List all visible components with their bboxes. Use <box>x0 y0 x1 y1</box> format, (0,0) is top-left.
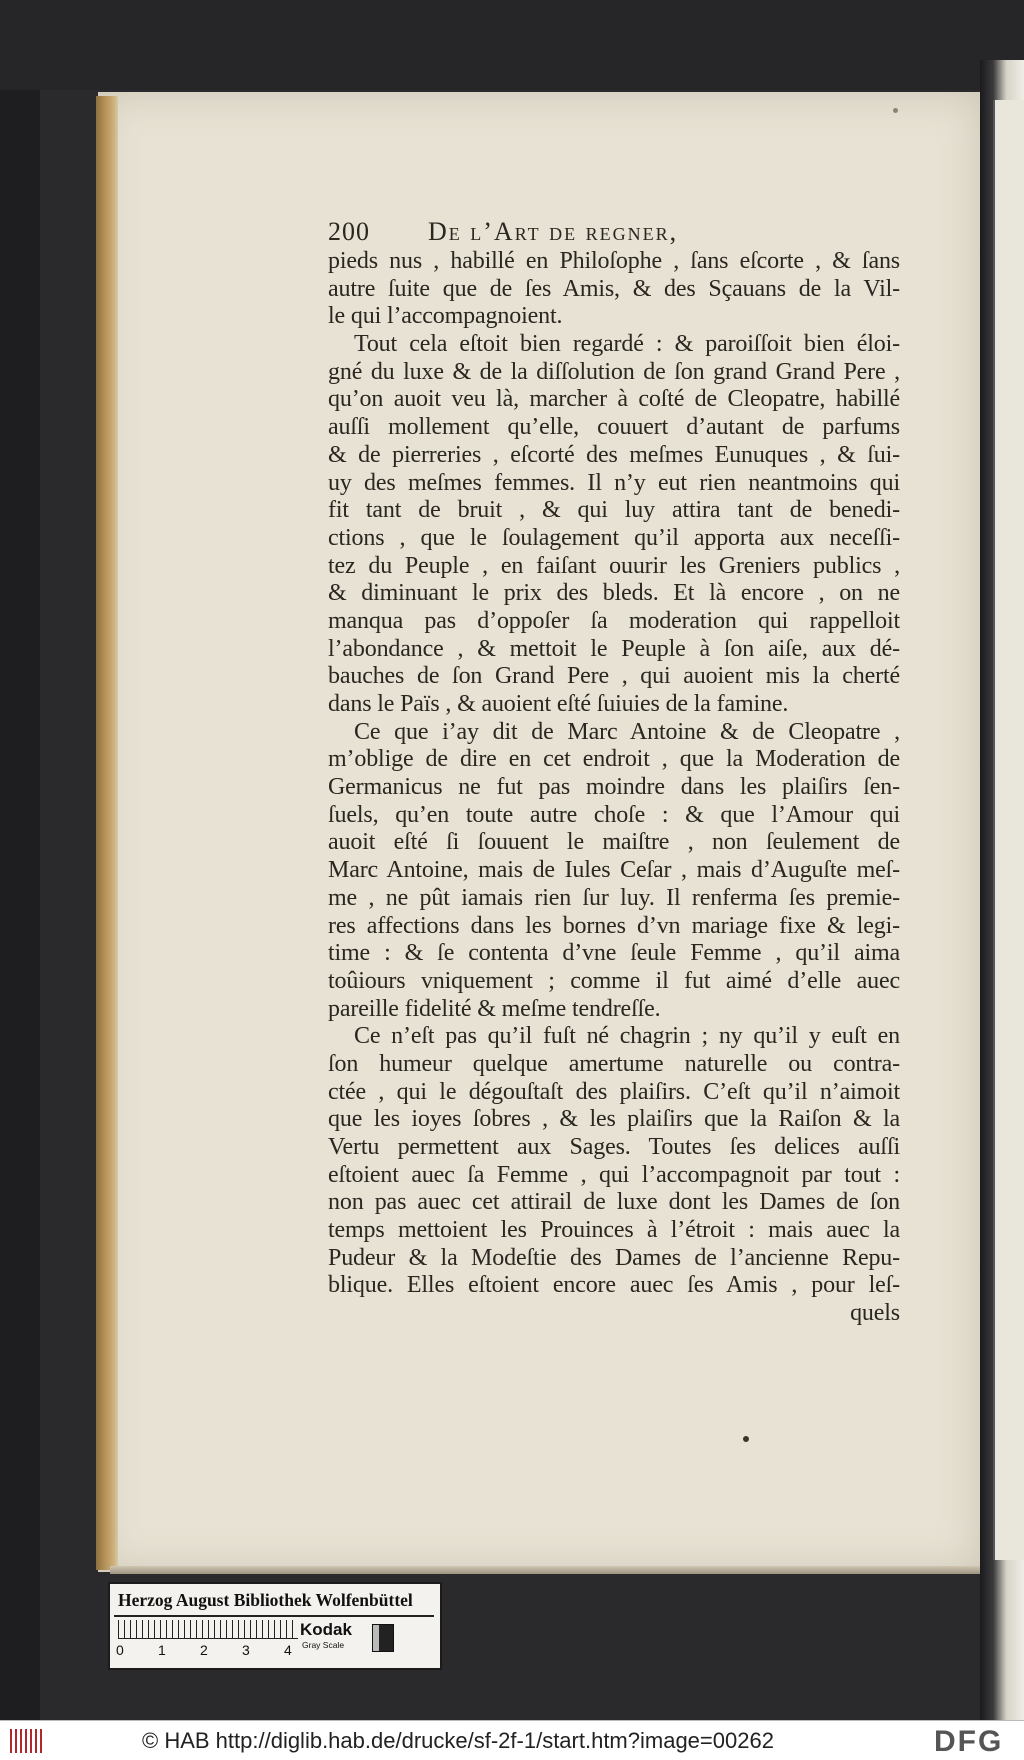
text-line: toûiours vniquement ; comme il fut aimé d’elle auec <box>328 967 900 994</box>
text-line: Ce n’eſt pas qu’il fuſt né chagrin ; ny qu’il y euſt en <box>354 1023 900 1050</box>
ruler-number: 4 <box>284 1642 292 1658</box>
text-line: Vertu permettent aux Sages. Toutes ſes delices auſſi <box>328 1134 900 1160</box>
text-line: res affections dans les bornes d’vn mariage fixe & legi- <box>328 912 900 939</box>
text-line: me , ne pût iamais rien ſur luy. Il renferma ſes premie- <box>328 884 900 911</box>
text-line: l’abondance , & mettoit le Peuple à ſon aiſe, aux dé- <box>328 635 900 662</box>
running-head-title: De l’Art de regner, <box>428 217 679 246</box>
ruler-number: 0 <box>116 1642 124 1658</box>
text-line: uy des meſmes femmes. Il n’y eut rien neantmoins qui <box>328 469 900 496</box>
text-line: & de pierreries , eſcorté des meſmes Eunuques , & ſui- <box>328 441 900 468</box>
text-line: que les ioyes ſobres , & les plaiſirs que la Raiſon & la <box>328 1106 900 1133</box>
text-line: pareille fidelité & meſme tendreſſe. <box>328 995 661 1022</box>
text-line: eſtoient auec ſa Femme , qui l’accompagnoit par tout : <box>328 1161 900 1188</box>
printed-text-block <box>328 218 900 1328</box>
text-line: ctée , qui le dégouſtaſt des plaiſirs. C’eſt qu’il n’aimoit <box>328 1078 900 1105</box>
gray-scale-swatch <box>372 1624 394 1652</box>
text-line: non pas auec cet attirail de luxe dont les Dames de ſon <box>328 1189 900 1216</box>
slip-divider <box>114 1615 434 1617</box>
text-line: tez du Peuple , en faiſant ouurir les Greniers publics , <box>328 552 900 579</box>
text-line: ctions , que le ſoulagement qu’il apporta aux neceſſi- <box>328 524 900 551</box>
kodak-subtitle: Gray Scale <box>302 1640 345 1650</box>
text-line: ſon humeur quelque amertume naturelle ou contra- <box>328 1050 900 1077</box>
text-line: temps mettoient les Prouinces à l’étroit : mais auec la <box>328 1217 900 1244</box>
text-line: blique. Elles eſtoient encore auec ſes Amis , pour leſ- <box>328 1272 900 1299</box>
page-fore-edge <box>96 96 118 1570</box>
paper-speck <box>743 1436 749 1442</box>
text-line: manqua pas d’oppoſer ſa moderation qui rappelloit <box>328 607 900 634</box>
library-slip <box>108 1582 442 1670</box>
text-line: time : & ſe contenta d’vne ſeule Femme , qu’il aima <box>328 940 900 967</box>
running-head <box>328 218 900 248</box>
text-line: qu’on auoit veu là, marcher à coſté de Cleopatre, habillé <box>328 386 900 413</box>
ruler-number: 2 <box>200 1642 208 1658</box>
footer-bar <box>0 1720 1024 1760</box>
text-line: fit tant de bruit , & qui luy attira tant de benedi- <box>328 497 900 524</box>
text-line: le qui l’accompagnoient. <box>328 303 563 330</box>
text-line: & diminuant le prix des bleds. Et là encore , on ne <box>328 580 900 607</box>
facing-page-strip <box>993 100 1024 1560</box>
ruler-number: 1 <box>158 1642 166 1658</box>
scan-left-edge <box>0 0 40 1720</box>
text-line: Tout cela eſtoit bien regardé : & paroiſſoit bien éloi- <box>354 331 900 358</box>
text-line: Ce que i’ay dit de Marc Antoine & de Cleopatre , <box>354 718 900 745</box>
text-line: auoit eſté ſi ſouuent le maiſtre , non ſeulement de <box>328 829 900 856</box>
text-line: gné du luxe & de la diſſolution de ſon grand Grand Pere , <box>328 358 900 385</box>
text-line: auſſi mollement qu’elle, couuert d’autant de parfums <box>328 414 900 441</box>
scale-ruler <box>118 1620 298 1638</box>
copyright-url[interactable]: © HAB http://diglib.hab.de/drucke/sf-2f-1/start.htm?image=00262 <box>142 1728 774 1753</box>
paper-speck <box>893 108 898 113</box>
dfg-logo: DFG <box>934 1725 1004 1758</box>
kodak-logo: Kodak <box>300 1620 352 1639</box>
text-line: ſuels, qu’en toute autre choſe : & que l’Amour qui <box>328 801 900 828</box>
scale-ruler-baseline <box>118 1638 298 1639</box>
library-name: Herzog August Bibliothek Wolfenbüttel <box>118 1590 413 1610</box>
text-line: pieds nus , habillé en Philoſophe , ſans eſcorte , & ſans <box>328 248 900 274</box>
scan-top-edge <box>0 0 1024 90</box>
text-line: quels <box>850 1300 900 1327</box>
text-line: autre ſuite que de ſes Amis, & des Sçauans de la Vil- <box>328 275 900 302</box>
body-text <box>328 248 900 1328</box>
text-line: Germanicus ne fut pas moindre dans les plaiſirs ſen- <box>328 774 900 801</box>
text-line: Marc Antoine, mais de Iules Ceſar , mais d’Auguſte meſ- <box>328 857 900 884</box>
text-line: m’oblige de dire en cet endroit , que la Moderation de <box>328 746 900 773</box>
text-line: dans le Païs , & auoient eſté ſuiuies de la famine. <box>328 691 789 717</box>
text-line: Pudeur & la Modeſtie des Dames de l’ancienne Repu- <box>328 1244 900 1271</box>
page-number: 200 <box>328 217 370 246</box>
ruler-number: 3 <box>242 1642 250 1658</box>
text-line: bauches de ſon Grand Pere , qui auoient mis la cherté <box>328 663 900 690</box>
hab-logo-icon <box>10 1729 44 1753</box>
page-bottom-edge <box>110 1566 980 1574</box>
